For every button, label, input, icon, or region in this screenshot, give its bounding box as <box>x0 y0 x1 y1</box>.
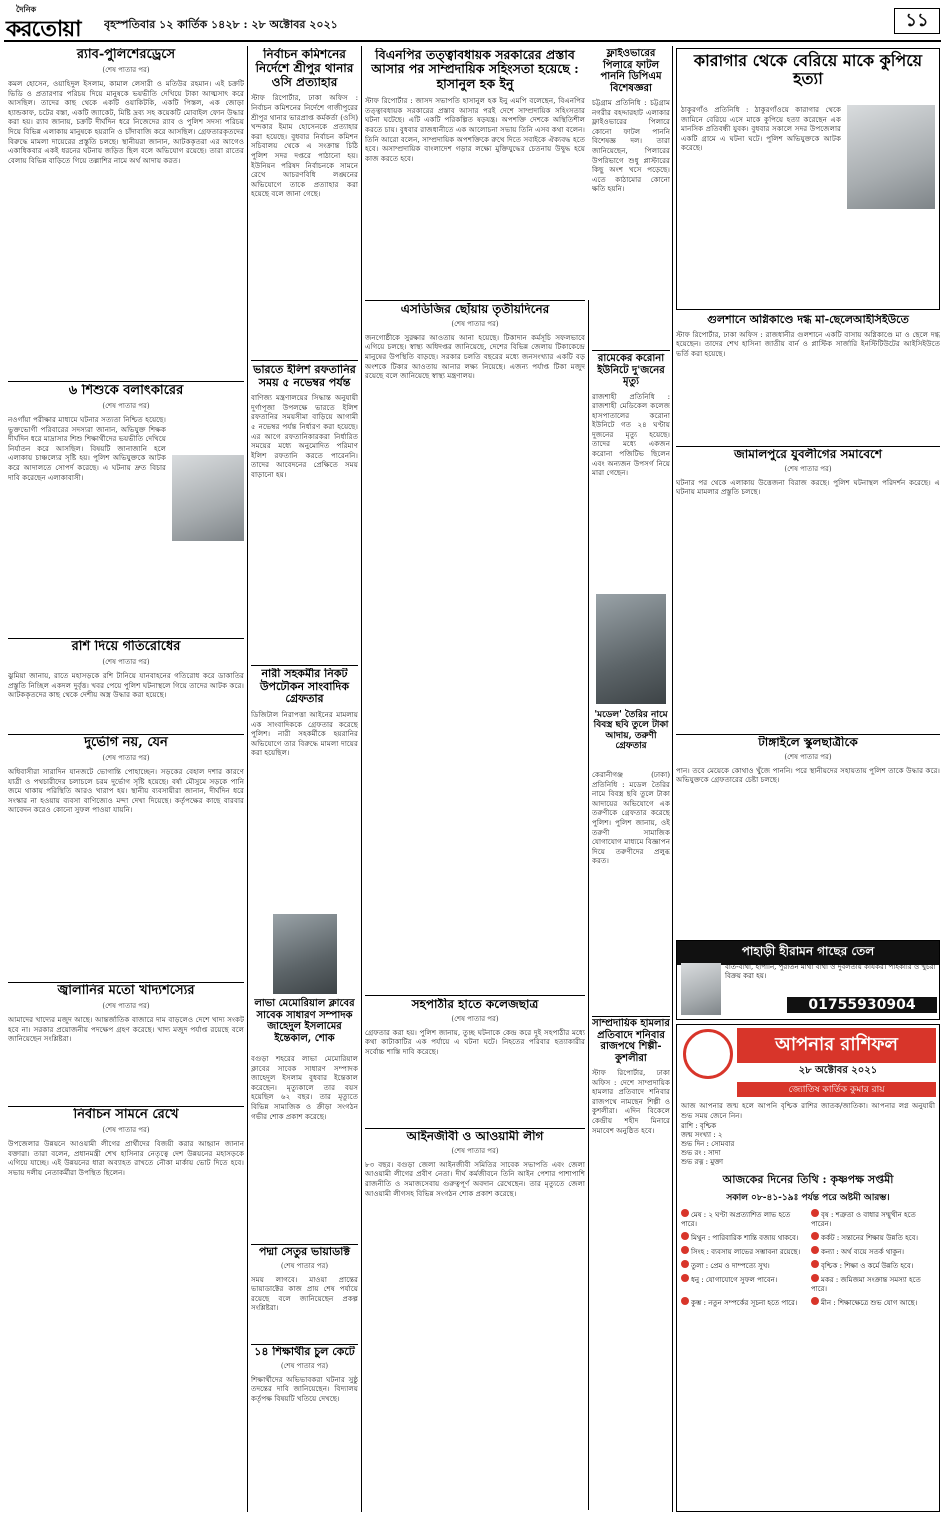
zodiac-text: মকর : জমিজমা সংক্রান্ত সমস্যা হতে পারে। <box>811 1276 921 1294</box>
article-awami[interactable] <box>365 1130 585 1510</box>
zodiac-text: বৃষ : শত্রুতা ও বাধার সম্মুখীন হতে পারেন। <box>811 1211 916 1229</box>
ad-phone: 01755930904 <box>787 997 937 1013</box>
article-lawyer[interactable] <box>365 998 585 1126</box>
continued-note: (শেষ পাতার পর) <box>784 464 832 473</box>
article-body: নওগাঁয়া পরীক্ষার মাধ্যমে ঘটনার সত্যতা নিশ্চিত হয়েছে। ভুক্তভোগী পরিবারের সদস্যরা জানান, অভিযুক্ত শিক্ষক দীর্ঘদিন ধরে মাদ্রাসার শিশু শিক্ষার্থীদের ভয়ভীতি দেখিয়ে নির্যাতন করে আসছিল। বিষয়টি জানাজানি হলে এলাকায় চাঞ্চল্যের সৃষ্টি হয়। পুলিশ অভিযুক্তকে আটক করে আদালতে সোপর্দ করেছে। এ ঘটনায় দ্রুত বিচার দাবি করেছেন এলাকাবাসী। <box>8 414 166 482</box>
article-students[interactable] <box>251 1346 358 1511</box>
zodiac-text: মিথুন : পারিবারিক শান্তি বজায় থাকবে। <box>691 1234 799 1243</box>
zodiac-sign <box>811 1246 935 1257</box>
article-body: কেরানীগঞ্জ (ঢাকা) প্রতিনিধি : মডেল তৈরির নামে বিবস্ত্র ছবি তুলে টাকা আদায়ের অভিযোগে এক তরুণীকে গ্রেফতার করেছে পুলিশ। পুলিশ জানায়, ওই তরুণী সামাজিক যোগাযোগ মাধ্যমে বিজ্ঞাপন দিয়ে তরুণীদের প্রলুব্ধ করত। <box>592 770 670 866</box>
article-body: স্টাফ রিপোর্টার : জাসদ সভাপতি হাসানুল হক ইনু এমপি বলেছেন, বিএনপির তত্ত্বাবধায়ক সরকারের প্রস্তাব আসার পরই দেশে সাম্প্রদায়িক সহিংসতার ঘটনা ঘটেছে। এটি একটি পরিকল্পিত ষড়যন্ত্র। অপশক্তি দেশকে অস্থিতিশীল করতে চায়। বুধবার রাজধানীতে এক আলোচনা সভায় তিনি এসব কথা বলেন। তিনি আরো বলেন, সাম্প্রদায়িক অপশক্তিকে রুখে দিতে সবাইকে ঐক্যবদ্ধ হতে হবে। অসাম্প্রদায়িক বাংলাদেশ গড়ার লক্ষ্যে মুক্তিযুদ্ধের চেতনায় উদ্বুদ্ধ হয়ে কাজ করতে হবে। <box>365 96 585 163</box>
continued-note: (শেষ পাতার পর) <box>102 1001 150 1010</box>
article-body: আমাদের খাদ্যের মজুদ আছে। আন্তর্জাতিক বাজারে দাম বাড়লেও দেশে খাদ্য সংকট হবে না। সরকার প্রয়োজনীয় পদক্ষেপ গ্রহণ করেছে। খাদ্য মজুদ পর্যাপ্ত রয়েছে বলে জানিয়েছেন সংশ্লিষ্টরা। <box>8 1014 244 1044</box>
article-body: ৮৩ বছর। বগুড়া জেলা আইনজীবী সমিতির সাবেক সভাপতি এবং জেলা আওয়ামী লীগের প্রবীণ নেতা। দীর্ঘ কর্মজীবনে তিনি আইন পেশার পাশাপাশি রাজনীতি ও সমাজসেবায় গুরুত্বপূর্ণ অবদান রেখেছেন। তার মৃত্যুতে জেলা আওয়ামী লীগসহ বিভিন্ন সংগঠন শোক প্রকাশ করেছে। <box>365 1159 585 1198</box>
article-body: বগুড়া শহরের লাভা মেমোরিয়াল ক্লাবের সাবেক সাধারণ সম্পাদক জাহেদুল ইসলাম বুধবার ইন্তেকাল করেছেন। মৃত্যুকালে তার বয়স হয়েছিল ৬২ বছর। তার মৃত্যুতে বিভিন্ন সামাজিক ও ক্রীড়া সংগঠন গভীর শোক প্রকাশ করেছে। <box>251 1054 358 1121</box>
article-title: সাম্প্রদায়িক হামলার প্রতিবাদে শনিবার রাজপথে শিল্পী-কুশলীরা <box>592 1018 670 1064</box>
horoscope-table-row: রাশি : বৃশ্চিক <box>681 1122 717 1131</box>
article-child-rape[interactable] <box>8 384 244 637</box>
zodiac-badge-icon <box>811 1260 819 1268</box>
photo-portrait <box>847 105 935 209</box>
article-body: শিক্ষার্থীদের অভিভাবকরা ঘটনার সুষ্ঠু তদন্তের দাবি জানিয়েছেন। বিদ্যালয় কর্তৃপক্ষ বিষয়টি খতিয়ে দেখছে। <box>251 1374 358 1403</box>
zodiac-sign <box>811 1232 935 1243</box>
article-title: জ্বালানির মতো খাদ্যশস্যের <box>57 984 195 998</box>
continued-note: (শেষ পাতার পর) <box>102 1125 150 1134</box>
zodiac-grid <box>681 1209 935 1308</box>
article-body: বাণিজ্য মন্ত্রণালয়ের সিদ্ধান্ত অনুযায়ী দুর্গাপূজা উপলক্ষে ভারতে ইলিশ রফতানির সময়সীমা বাড়িয়ে আগামী ৫ নভেম্বর পর্যন্ত নির্ধারণ করা হয়েছে। এর আগে রফতানিকারকরা নির্ধারিত সময়ের মধ্যে অনুমোদিত পরিমাণ ইলিশ রফতানি করতে পারেননি। তাদের আবেদনের প্রেক্ষিতে সময় বাড়ানো হয়। <box>251 393 358 480</box>
article-bnp[interactable] <box>365 48 585 298</box>
horoscope-box[interactable] <box>676 1024 940 1512</box>
zodiac-text: সিংহ : ব্যবসায় লাভের সম্ভাবনা রয়েছে। <box>691 1248 801 1257</box>
ad-title: পাহাড়ী হীরামন গাছের তেল <box>677 941 939 965</box>
article-title: নারী সহকর্মীর নিকট উপঢৌকন সাংবাদিক গ্রেফতার <box>259 668 350 706</box>
article-body: স্টাফ রিপোর্টার, ঢাকা অফিস : দেশে সাম্প্রদায়িক হামলার প্রতিবাদে শনিবার রাজপথে নামছেন শিল্পী ও কুশলীরা। এদিন বিকেলে কেন্দ্রীয় শহীদ মিনারে সমাবেশ অনুষ্ঠিত হবে। <box>592 1068 670 1135</box>
continued-note: (শেষ পাতার পর) <box>102 753 150 762</box>
zodiac-text: কুম্ভ : নতুন সম্পর্কের সূচনা হতে পারে। <box>691 1299 798 1308</box>
logo <box>4 4 94 38</box>
page-number: ১১ <box>894 8 940 34</box>
zodiac-badge-icon <box>681 1274 689 1282</box>
article-title: ১৪ শিক্ষার্থীর চুল কেটে <box>254 1346 355 1358</box>
zodiac-sign <box>681 1274 805 1294</box>
article-title: নির্বাচন সামনে রেখে <box>73 1108 179 1122</box>
article-modeler[interactable] <box>592 594 670 1014</box>
divider <box>8 381 244 382</box>
divider <box>592 350 670 351</box>
continued-note: (শেষ পাতার পর) <box>102 65 150 74</box>
divider <box>251 665 358 666</box>
article-body: কমল হোসেন, ওয়াহিদুল ইসলাম, কামাল লেসারী ও মতিউর রহমান। এই চক্রটি ভিডি ও প্রতারণার পরিচয় দিয়ে মানুষকে ভয়ভীতি দেখিয়ে টাকা আত্মসাৎ করে আসছিল। তাদের কাছ থেকে একটি ওয়াকিটকি, একটি পিস্তল, এক জোড়া হ্যান্ডকাফ, চটের বস্তা, একটি জ্যাকেট, মিষ্টি দ্রব্য সহ কয়েকটি মোবাইল ফোন উদ্ধার করা হয়। র‍্যাব জানায়, চক্রটি দীর্ঘদিন ধরে নিজেদের র‍্যাব ও পুলিশ সদস্য পরিচয় দিয়ে বিভিন্ন এলাকায় মানুষকে হয়রানি ও চাঁদাবাজি করে আসছিল। গ্রেফতারকৃতদের বিরুদ্ধে মামলা দায়েরের প্রস্তুতি চলছে। স্থানীয়রা জানান, আটককৃতরা এর আগেও একাধিকবার একই ধরনের ঘটনায় জড়িত ছিল বলে অভিযোগ রয়েছে। তারা রাতের বেলায় বিভিন্ন বাড়িতে গিয়ে তল্লাশির নামে অর্থ আদায় করত। <box>8 78 244 165</box>
horoscope-intro: আজ আপনার জন্ম হলে আপনি বৃশ্চিক রাশির জাতক/জাতিকা। আপনার লগ্ন অনুযায়ী শুভ সময় জেনে নিন। <box>681 1101 935 1120</box>
article-title: এসডিজির ছোঁয়ায় তৃতীয়দিনের <box>400 303 550 316</box>
zodiac-text: কন্যা : অর্থ ব্যয়ে সতর্ক থাকুন। <box>821 1248 904 1257</box>
continued-note: (শেষ পাতার পর) <box>102 657 150 666</box>
divider <box>365 995 585 996</box>
article-body: অধিবাসীরা সারাদিন যানজটে ভোগান্তি পোহাচ্ছেন। সড়কের বেহাল দশার কারণে যাত্রী ও পথচারীদের চলাচলে চরম দুর্ভোগ সৃষ্টি হয়েছে। বর্ষা মৌসুমে সড়কে পানি জমে থাকায় পরিস্থিতি আরও খারাপ হয়। স্থানীয় ব্যবসায়ীরা জানান, দীর্ঘদিন ধরে সংস্কার না হওয়ায় ব্যবসা বাণিজ্যেও মন্দা দেখা দিয়েছে। কর্তৃপক্ষের কাছে বারবার আবেদন করেও কোনো সুফল পাওয়া যায়নি। <box>8 766 244 815</box>
divider <box>592 1016 670 1017</box>
article-body: রাজশাহী প্রতিনিধি : রাজশাহী মেডিকেল কলেজ হাসপাতালের করোনা ইউনিটে গত ২৪ ঘণ্টায় দুজনের মৃত্যু হয়েছে। তাদের মধ্যে একজন করোনা পজিটিভ ছিলেন এবং অন্যজন উপসর্গ নিয়ে মারা গেছেন। <box>592 391 670 478</box>
article-rab[interactable] <box>8 48 244 380</box>
divider <box>251 1244 358 1245</box>
article-body: স্টাফ রিপোর্টার, ঢাকা অফিস : রাজধানীর গুলশানে একটি বাসায় অগ্নিকাণ্ডে মা ও ছেলে দগ্ধ হয়েছেন। তাদের শেখ হাসিনা জাতীয় বার্ন ও প্লাস্টিক সার্জারি ইনস্টিটিউটের আইসিইউতে ভর্তি করা হয়েছে। <box>676 329 940 358</box>
zodiac-sign <box>811 1274 935 1294</box>
article-title: ৬ শিশুকে বলাৎকারের <box>68 384 184 398</box>
article-body: সময় লাগবে। মাওয়া প্রান্তের ভায়াডাক্টের কাজ প্রায় শেষ পর্যায়ে রয়েছে বলে জানিয়েছেন প্রকল্প সংশ্লিষ্টরা। <box>251 1274 358 1313</box>
article-title: নির্বাচন কমিশনের নির্দেশে শ্রীপুর থানার ওসি প্রত্যাহার <box>255 48 354 89</box>
zodiac-sign <box>681 1246 805 1257</box>
photo-portrait <box>172 455 244 541</box>
continued-note: (শেষ পাতার পর) <box>280 1261 329 1270</box>
horoscope-table-row: শুভ দিন : সোমবার <box>681 1140 735 1149</box>
zodiac-badge-icon <box>811 1209 819 1217</box>
article-body: গ্রেফতার করা হয়। পুলিশ জানায়, তুচ্ছ ঘটনাকে কেন্দ্র করে দুই সহপাঠীর মধ্যে কথা কাটাকাটির এক পর্যায়ে এ ঘটনা ঘটে। নিহতের পরিবার হত্যাকারীর সর্বোচ্চ শাস্তি দাবি করেছে। <box>365 1027 585 1056</box>
article-title: দুর্ভোগ নয়, যেন <box>84 736 168 750</box>
zodiac-sign <box>681 1260 805 1271</box>
horoscope-title: আপনার রাশিফল <box>737 1028 936 1063</box>
masthead <box>4 4 941 38</box>
article-fire[interactable] <box>676 314 940 444</box>
article-body: পান। তবে মেয়েকে কোথাও খুঁজে পাননি। পরে স্থানীয়দের সহায়তায় পুলিশ তাকে উদ্ধার করে। অভিযুক্তকে গ্রেফতারের চেষ্টা চলছে। <box>676 765 940 785</box>
photo-caption: 'মডেল' তৈরির নামে বিবস্ত্র ছবি তুলে টাকা আদায়, তরুণী গ্রেফতার <box>593 710 669 752</box>
article-korona[interactable] <box>592 353 670 593</box>
article-body: স্টাফ রিপোর্টার, ঢাকা অফিস : নির্বাচন কমিশনের নির্দেশে গাজীপুরের শ্রীপুর থানার ভারপ্রাপ্ত কর্মকর্তা (ওসি) খন্দকার ইমাম হোসেনকে প্রত্যাহার করা হয়েছে। বুধবার নির্বাচন কমিশন সচিবালয় থেকে এ সংক্রান্ত চিঠি পুলিশ সদর দপ্তরে পাঠানো হয়। ইউনিয়ন পরিষদ নির্বাচনকে সামনে রেখে আচরণবিধি লঙ্ঘনের অভিযোগে তাকে প্রত্যাহার করা হয়েছে বলে জানা গেছে। <box>251 93 358 199</box>
article-title: কারাগার থেকে বেরিয়ে মাকে কুপিয়ে হত্যা <box>693 51 923 89</box>
article-body: ডিজিটাল নিরাপত্তা আইনের মামলায় এক সাংবাদিককে গ্রেফতার করেছে পুলিশ। নারী সহকর্মীকে হয়রানির অভিযোগে তার বিরুদ্ধে মামলা দায়ের করা হয়েছিল। <box>251 709 358 758</box>
zodiac-sign <box>811 1297 935 1308</box>
article-title: বিএনপির তত্ত্বাবধায়ক সরকারের প্রস্তাব আসার পর সাম্প্রদায়িক সহিংসতা হয়েছে : হাসানুল হক ইনু <box>371 48 579 91</box>
article-body: ঝুমিয়া জানায়, রাতে মহাসড়কে রশি টানিয়ে যানবাহনের গতিরোধ করে ডাকাতির প্রস্তুতি নিচ্ছিল একদল দুর্বৃত্ত। খবর পেয়ে পুলিশ ঘটনাস্থলে গিয়ে তাদের আটক করে। আটককৃতদের কাছ থেকে দেশীয় অস্ত্র উদ্ধার করা হয়েছে। <box>8 670 244 700</box>
article-covid[interactable] <box>365 303 585 993</box>
horoscope-date: ২৮ অক্টোবর ২০২১ <box>798 1065 878 1076</box>
article-title: রামেকের করোনা ইউনিটে দু'জনের মৃত্যু <box>597 353 665 387</box>
article-title: পদ্মা সেতুর ভায়াডাক্ট <box>259 1246 350 1258</box>
zodiac-text: তুলা : প্রেম ও দাম্পত্যে সুখ। <box>691 1262 770 1271</box>
article-tangail[interactable] <box>676 736 940 936</box>
photo-ad <box>681 963 721 1015</box>
article-padma[interactable] <box>251 1246 358 1342</box>
divider <box>676 734 940 735</box>
logo-small-text: দৈনিক <box>16 4 37 14</box>
article-rope[interactable] <box>8 640 244 730</box>
article-nirbachon-samne[interactable] <box>8 1108 244 1508</box>
continued-note: (শেষ পাতার পর) <box>784 752 832 761</box>
divider <box>676 446 940 447</box>
article-body: চট্টগ্রাম প্রতিনিধি : চট্টগ্রাম নগরীর বহদ্দারহাট এলাকার ফ্লাইওভারের পিলারে কোনো ফাটল পাননি বিশেষজ্ঞ দল। তারা জানিয়েছেন, পিলারের উপরিভাগে শুধু প্লাস্টারের কিছু অংশ খসে পড়েছে। এতে কাঠামোর কোনো ক্ষতি হয়নি। <box>592 98 670 194</box>
article-ilish[interactable] <box>251 364 358 664</box>
zodiac-sign <box>681 1297 805 1308</box>
horoscope-table <box>681 1122 935 1167</box>
zodiac-badge-icon <box>811 1232 819 1240</box>
zodiac-text: মেষ : ২ ঘণ্টা অপ্রত্যাশিত লাভ হতে পারে। <box>681 1211 791 1229</box>
continued-note: (শেষ পাতার পর) <box>280 1361 329 1370</box>
article-sanibar[interactable] <box>592 1018 670 1508</box>
article-title: ভারতে ইলিশ রফতানির সময় ৫ নভেম্বর পর্যন্ত <box>253 364 356 389</box>
zodiac-badge-icon <box>681 1232 689 1240</box>
article-durgog[interactable] <box>8 736 244 981</box>
tithi-time: সকাল ০৮-৪১-১৯ঃ পর্যন্ত পরে অষ্টমী আরম্ভ। <box>726 1193 890 1204</box>
zodiac-text: বৃশ্চিক : শিক্ষা ও কর্মে উন্নতি হবে। <box>821 1262 914 1271</box>
article-title: গুলশানে অগ্নিকাণ্ডে দগ্ধ মা-ছেলেআইসিইউতে <box>707 314 909 326</box>
article-body: উপজেলার উন্নয়নে আওয়ামী লীগের প্রার্থীদের বিজয়ী করার আহ্বান জানান বক্তারা। তারা বলেন, প্রধানমন্ত্রী শেখ হাসিনার নেতৃত্বে দেশ উন্নয়নের মহাসড়কে এগিয়ে যাচ্ছে। এই উন্নয়নের ধারা অব্যাহত রাখতে নৌকা মার্কায় ভোট দিতে হবে। সভায় দলীয় নেতাকর্মীরা উপস্থিত ছিলেন। <box>8 1138 244 1177</box>
horoscope-table-row: শুভ রত্ন : মুক্তা <box>681 1158 723 1167</box>
article-journalist[interactable] <box>251 668 358 913</box>
zodiac-text: কর্কট : সন্তানের শিক্ষায় উন্নতি হবে। <box>821 1234 918 1243</box>
ad-text: বাত-ব্যথা, হাঁপানি, পুরাতন মাথা ব্যথা ও দুর্বলতায় কার্যকর। পাইকারি ও খুচরা বিক্রয় করা হয়। <box>725 963 936 980</box>
article-body: জনগোষ্ঠীকে সুরক্ষার আওতায় আনা হয়েছে। টিকাদান কর্মসূচি সফলভাবে এগিয়ে চলছে। স্বাস্থ্য অধিদপ্তর জানিয়েছে, দেশের বিভিন্ন জেলায় টিকাকেন্দ্রে মানুষের উপস্থিতি বাড়ছে। সরকার চলতি বছরের মধ্যে জনসংখ্যার একটি বড় অংশকে টিকার আওতায় আনার লক্ষ্য নিয়েছে। এজন্য পর্যাপ্ত টিকা মজুদ রয়েছে বলে জানিয়েছে স্বাস্থ্য মন্ত্রণালয়। <box>365 332 585 381</box>
article-ec[interactable] <box>251 48 358 358</box>
photo-portrait <box>273 914 337 994</box>
divider <box>365 300 585 301</box>
tithi-heading: আজকের দিনের তিথি : কৃষ্ণপক্ষ সপ্তমী <box>722 1173 894 1187</box>
zodiac-sign <box>681 1232 805 1243</box>
divider <box>251 1344 358 1345</box>
zodiac-badge-icon <box>811 1246 819 1254</box>
continued-note: (শেষ পাতার পর) <box>451 319 499 328</box>
zodiac-sign <box>811 1260 935 1271</box>
article-body: ঠাকুরগাঁও প্রতিনিধি : ঠাকুরগাঁওয়ে কারাগার থেকে জামিনে বেরিয়ে এসে মাকে কুপিয়ে হত্যা করেছেন এক মানসিক প্রতিবন্ধী যুবক। বুধবার সকালে সদর উপজেলার একটি গ্রামে এ ঘটনা ঘটে। পুলিশ অভিযুক্তকে আটক করেছে। <box>681 105 841 153</box>
zodiac-sign <box>811 1209 935 1229</box>
horoscope-author: জ্যোতিষ কার্তিক কুমার রায় <box>737 1082 936 1097</box>
column-rule <box>247 46 248 1512</box>
article-title: টাঙ্গাইলে স্কুলছাত্রীকে <box>758 736 858 749</box>
zodiac-badge-icon <box>811 1297 819 1305</box>
article-jolanir[interactable] <box>8 984 244 1104</box>
article-jahedul[interactable] <box>251 914 358 1242</box>
divider <box>8 734 244 735</box>
logo-text: করতোয়া <box>6 17 81 38</box>
article-flyover[interactable] <box>592 48 670 348</box>
article-title: রশি দিয়ে গতিরোধের <box>71 640 181 654</box>
continued-note: (শেষ পাতার পর) <box>451 1146 499 1155</box>
divider <box>8 638 244 639</box>
article-title: ফ্লাইওভারের পিলারে ফাটল পাননি ডিপিএম বিশেষজ্ঞরা <box>600 48 662 94</box>
article-body: ঘটনার পর থেকে এলাকায় উত্তেজনা বিরাজ করছে। পুলিশ ঘটনাস্থল পরিদর্শন করেছে। এ ঘটনায় মামলার প্রস্তুতি চলছে। <box>676 477 940 497</box>
column-rule <box>588 300 589 1510</box>
zodiac-badge-icon <box>681 1297 689 1305</box>
ad-oil[interactable] <box>676 940 940 1020</box>
zodiac-text: ধনু : যোগাযোগে সুফল পাবেন। <box>691 1276 778 1285</box>
dateline: বৃহস্পতিবার ১২ কার্তিক ১৪২৮ : ২৮ অক্টোবর ২০২১ <box>104 18 338 31</box>
horoscope-table-row: জন্ম সংখ্যা : ২ <box>681 1131 723 1140</box>
photo-portrait <box>596 594 666 704</box>
zodiac-badge-icon <box>681 1260 689 1268</box>
masthead-rule <box>4 40 941 42</box>
zodiac-badge-icon <box>681 1209 689 1217</box>
zodiac-text: মীন : শিক্ষাক্ষেত্রে শুভ যোগ আছে। <box>821 1299 918 1308</box>
divider <box>8 982 244 983</box>
zodiac-sign <box>681 1209 805 1229</box>
zodiac-wheel-icon <box>683 1029 733 1079</box>
divider <box>8 1106 244 1107</box>
article-title: জামালপুরে যুবলীগের সমাবেশে <box>734 448 882 461</box>
zodiac-badge-icon <box>681 1246 689 1254</box>
continued-note: (শেষ পাতার পর) <box>451 1014 499 1023</box>
zodiac-badge-icon <box>811 1274 819 1282</box>
article-jamalpur[interactable] <box>676 448 940 733</box>
article-title: আইনজীবী ও আওয়ামী লীগ <box>406 1130 544 1143</box>
article-title: সহপাঠীর হাতে কলেজছাত্র <box>411 998 539 1011</box>
article-prison[interactable] <box>676 48 940 310</box>
column-rule <box>361 46 362 1512</box>
divider <box>251 360 358 361</box>
horoscope-table-row: শুভ রং : সাদা <box>681 1149 721 1158</box>
divider <box>365 1128 585 1129</box>
article-title: র‍্যাব-পুলিশেরড্রেসে <box>76 48 176 62</box>
photo-caption: লাভা মেমোরিয়াল ক্লাবের সাবেক সাধারণ সম্পাদক জাহেদুল ইসলামের ইন্তেকাল, শোক <box>254 998 355 1044</box>
continued-note: (শেষ পাতার পর) <box>102 401 150 410</box>
column-rule <box>672 46 673 1512</box>
